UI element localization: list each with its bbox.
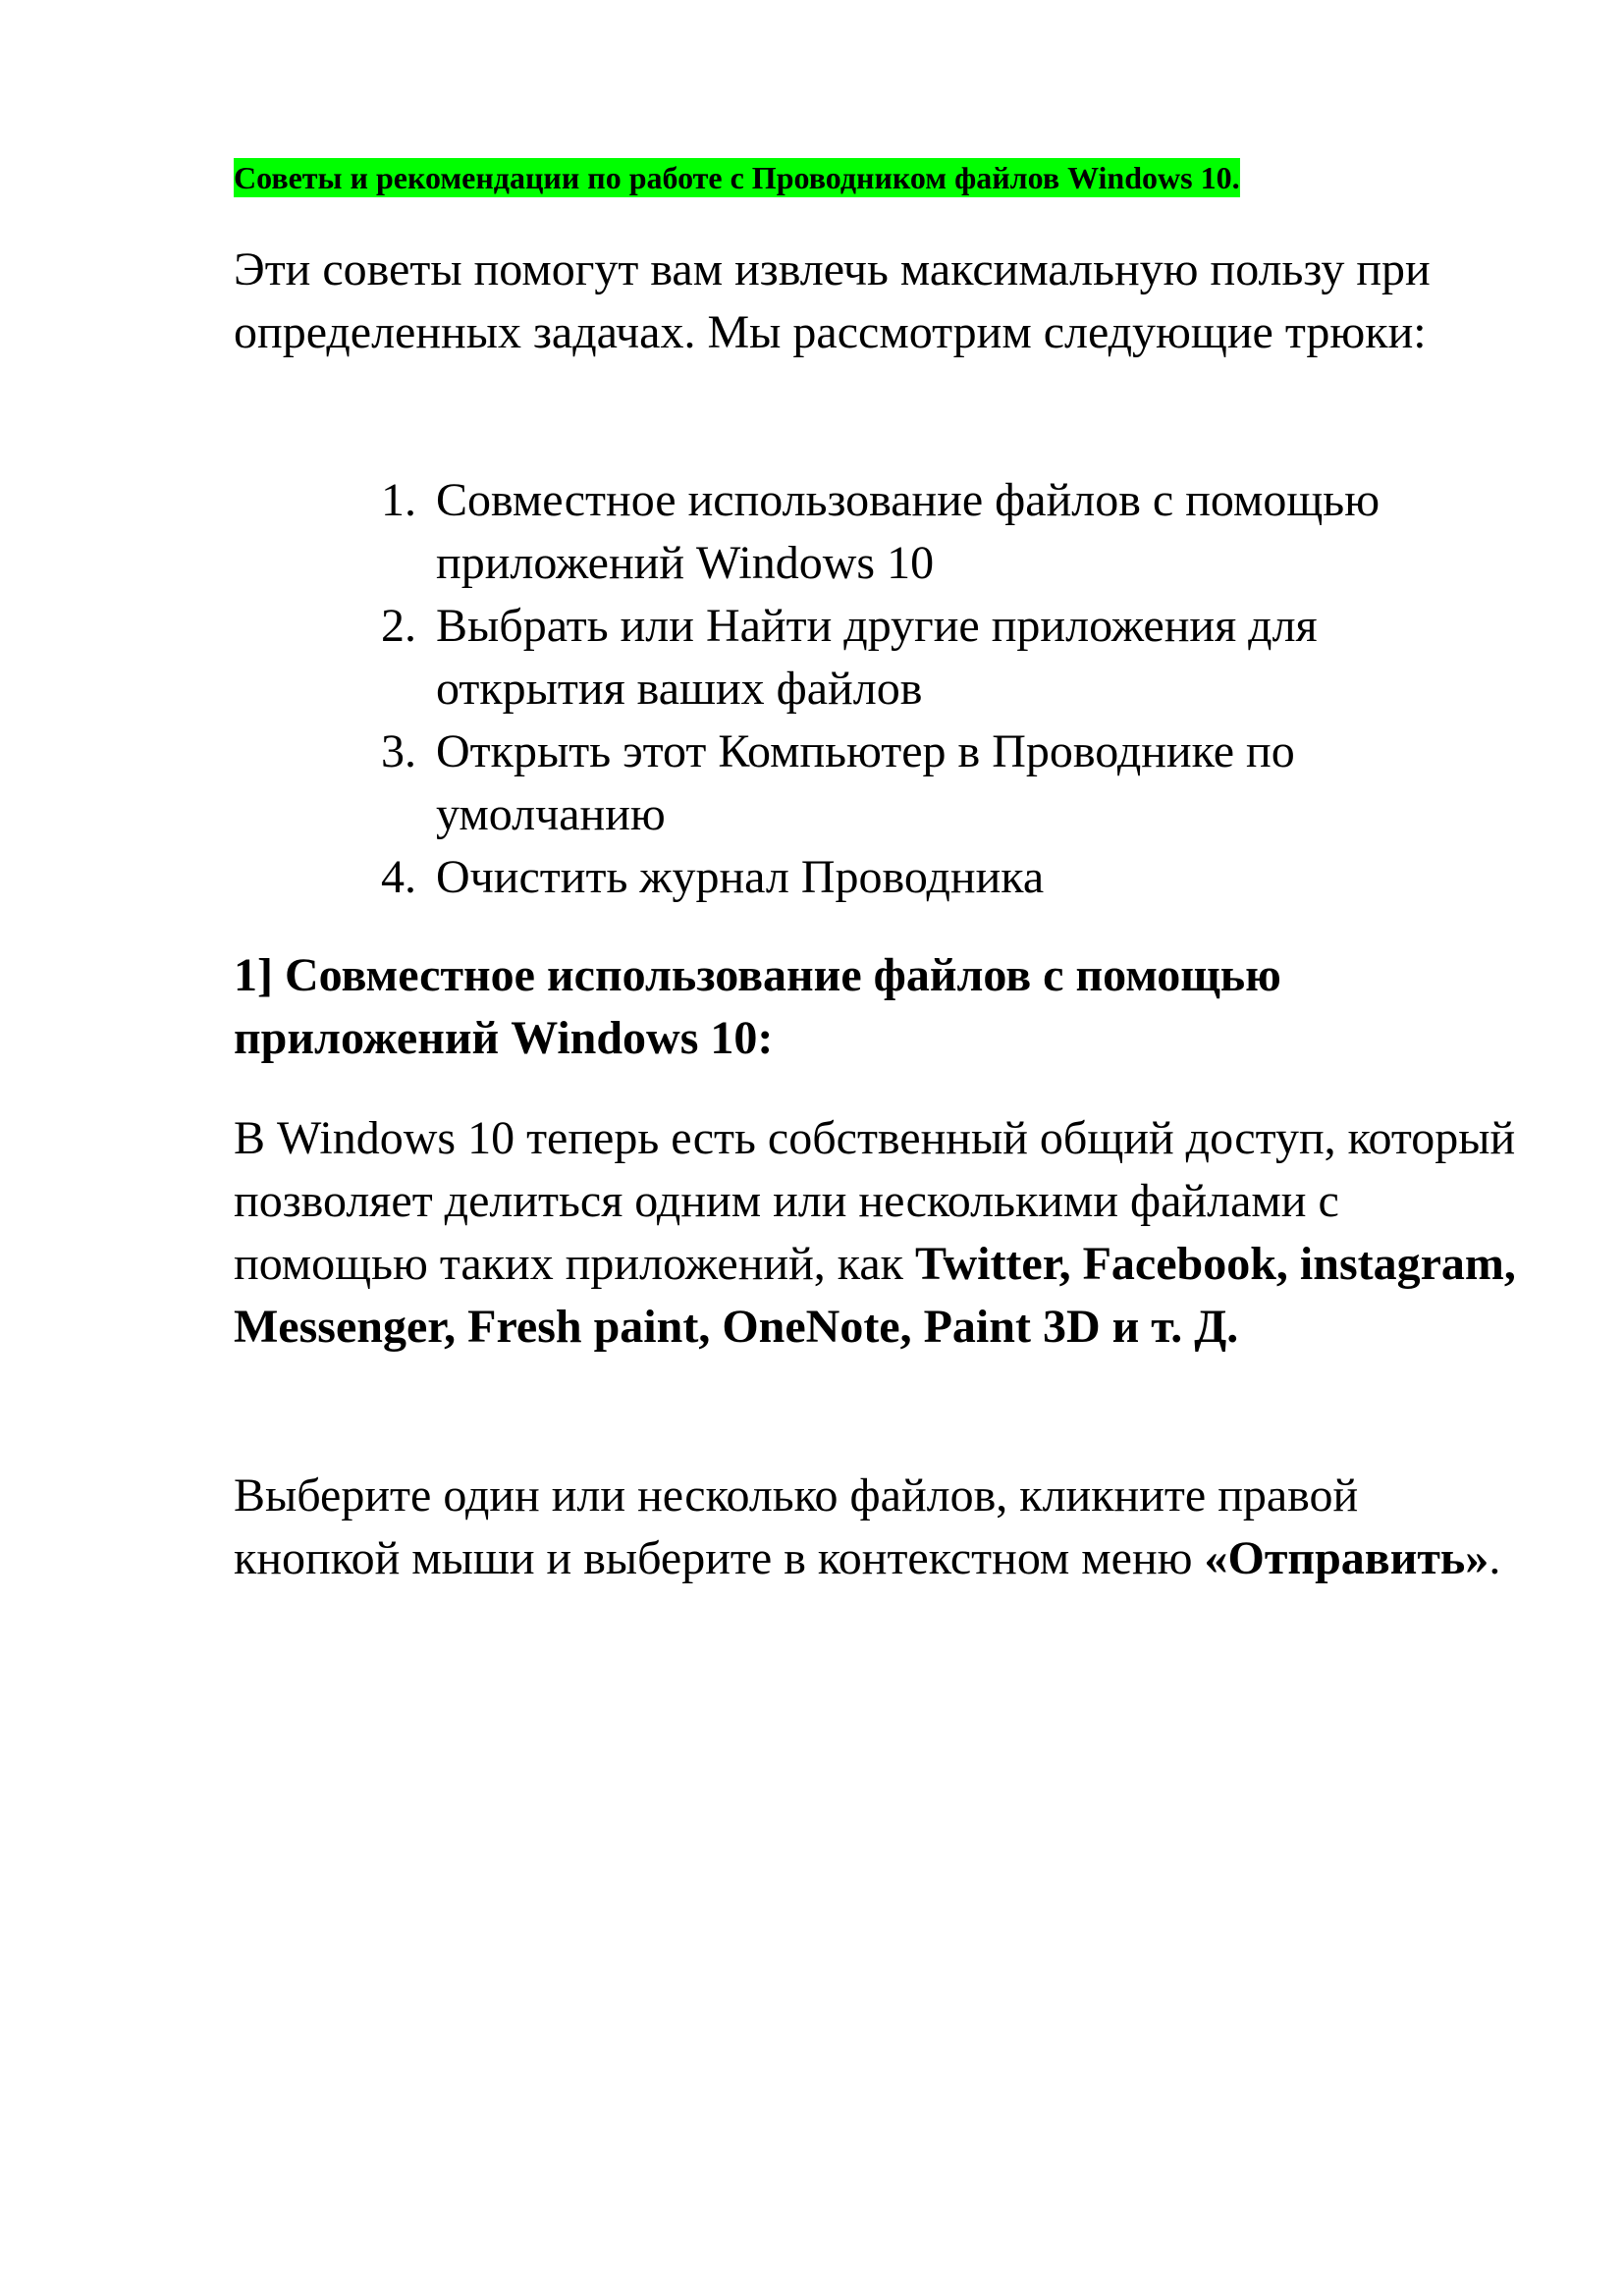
send-menu-item-bold: «Отправить» <box>1204 1532 1489 1584</box>
sharing-paragraph-lead: В Windows 10 теперь есть собственный общий доступ, который позволяет делиться одним или несколькими файлами с помощью таких приложений, как <box>234 1112 1516 1290</box>
document-title <box>234 157 1240 198</box>
section-heading: 1] Совместное использование файлов с помощью приложений Windows 10: <box>234 949 1281 1064</box>
list-item-number: 3. <box>381 725 416 777</box>
highlighted-title-text: Советы и рекомендации по работе с Проводником файлов Windows 10. <box>234 160 1240 195</box>
list-item <box>381 469 1510 595</box>
apps-list-bold: Twitter, Facebook, instagram, Messenger, Fresh paint, OneNote, Paint 3D и т. Д. <box>234 1238 1516 1353</box>
instructions-end: . <box>1489 1532 1501 1584</box>
list-item-text: Открыть этот Компьютер в Проводнике по умолчанию <box>436 725 1295 840</box>
instructions-paragraph <box>234 1465 1530 1590</box>
list-item-text: Выбрать или Найти другие приложения для открытия ваших файлов <box>436 600 1318 715</box>
list-item-number: 1. <box>381 474 416 526</box>
list-item-number: 2. <box>381 600 416 652</box>
intro-paragraph: Эти советы помогут вам извлечь максимальную пользу при определенных задачах. Мы рассмотрим следующие трюки: <box>234 243 1431 358</box>
list-item-number: 4. <box>381 851 416 903</box>
list-item <box>381 846 1510 909</box>
list-item-text: Совместное использование файлов с помощью приложений Windows 10 <box>436 474 1380 589</box>
instructions-lead: Выберите один или несколько файлов, кликните правой кнопкой мыши и выберите в контекстном меню <box>234 1469 1359 1584</box>
list-item <box>381 721 1510 846</box>
sharing-paragraph <box>234 1107 1530 1359</box>
list-item-text: Очистить журнал Проводника <box>436 851 1045 903</box>
tricks-list <box>381 469 1510 909</box>
list-item <box>381 595 1510 721</box>
